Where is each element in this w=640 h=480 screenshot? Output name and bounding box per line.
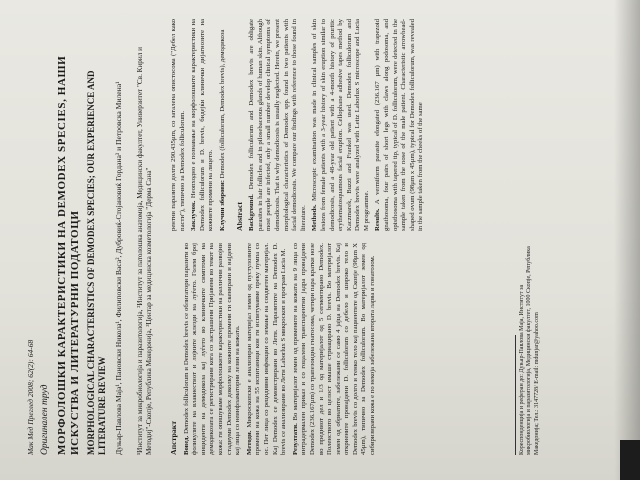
left-column: [170, 243, 381, 455]
keywords-mk: [219, 19, 228, 231]
background-text: Demodex folliculorum and Demodex brevis are obligate parasites in hair follicles and in pilosebaceous glands of human skin. Although most people are infected, only a small number develop clinical symptoms of demodicosis. That is why demodicosis is usually neglected. Herein, we present morphological characteristics of Demodex spp. found in two patients with facial demodicosis. We compare our findings with reference to those found in literature.: [248, 19, 307, 231]
correspondence: [519, 243, 541, 455]
methods-text-en: Microscopic examination was made in clinical samples of skin lesions from female patients with a 3-year history of skin eruption similar to demodicosis, and a 48-year old patient with a 4-month history of pruritic erythematosquamous facial eruption. Cellophane adhesive tapes method by Kaczmarek, Buzzi and Frankel was used. Demodex folliculorum and Demodex brevis were analyzed with Leitz Laborlux S microscope and Lucia M programme.: [311, 19, 370, 231]
methods-label-en: Methods.: [311, 204, 319, 231]
results-continued-mk: рентни паразити долги 290.435µm, со заталена опистосома ("Дебел како пасти"), типично за Demodex folliculorum.: [170, 19, 186, 231]
background-paragraph: [248, 19, 308, 231]
methods-paragraph-mk: [246, 243, 289, 455]
conclusion-text-mk: Неопходно е познавање на морфолошките карактеристики на Demodex folliculorum и D. brevis, бидејќи клинички дијагнозите на кожните промени на лицето.: [190, 18, 215, 231]
results-paragraph-en: [374, 19, 426, 231]
methods-paragraph-en: [311, 19, 371, 231]
correspondence-text: Дуњар-Павлова Маја, Институт за микробиологија и паразитологија, Медицински факултет, 1000 Скопје, Република Македонија; Тел.: 3147728/ E-mail: mdunjar@yahoo.com: [519, 246, 540, 455]
intro-text: Demodex folliculorum и Demodex brevis се облигатори паразити во фоликулите на влакнестиот и лојните жлезди на луѓето. Голем број инциденти на демодикоза кај луѓето во клиничките симптоми на демодикозата се регистрирани кога со застрашени Пријавени во текот на кожа: ги опишуваме морфолошките карактеристики на различни развојни стадиуми Demodex доколку на кожните промени ги скенирани и најдени кај лица со неинфламаторни лезии на кожата.: [182, 243, 242, 455]
footnote-rule: [515, 335, 516, 455]
results-label-en: Results.: [374, 208, 382, 231]
results-text-en: A vermiform parasite elongated (236.167 µm) with trapezoid gnathosoma, four pairs of short legs with claws along podosoma, and opisthosoma with tapered tip, typical of D. folliculorum, were detected in the sample taken from the nose of the male patient. Characteristic arrowhead-shaped ovum (98µm x 45µm), typical for Demodex folliculorum, was revealed in the sample taken from the cheeks of the same: [374, 19, 425, 231]
conclusion-paragraph-mk: [190, 19, 216, 231]
title-macedonian: МОРФОЛОШКИ КАРАКТЕРИСТИКИ НА DEMODEX SPECIES, НАШИ ИСКУСТВА И ЛИТЕРАТУРНИ ПОДАТОЦИ: [56, 55, 81, 455]
article-type: Оригинален труд: [40, 384, 50, 455]
affiliations: ¹Институт за микробиологија и паразитологија, ²Институт за патолошка анатомија, Медицински факултет, Универзитет "Св. Кирил и Методиј"-Скопје, Република Македонија, ³Центар за медицинска козметологија "Дерма Сана": [136, 47, 153, 455]
methods-text-mk: Микроскопски е анализиран материјал земен од пустулозните промени на кожа на 55 испитаници кои ги испитувавме преку пумпа со ос. Пет лица со рецидивни инфекции со земање на соодветен материјал. Кај Demodex се демонстрирани во Лети. Паразитите на Demodex D. brevis се анализирани во Лети Laborlux S микроскоп и програм Lucia M.: [245, 243, 288, 455]
abstract-heading-mk: Апстракт: [169, 420, 178, 455]
keywords-text-mk: Demodex (folliculorum, Demodex brevis), демодикоза: [218, 29, 226, 179]
keywords-label-mk: Клучни зборови:: [218, 180, 226, 231]
intro-paragraph: [183, 243, 243, 455]
right-column: [170, 19, 429, 231]
edge-shadow: [614, 0, 640, 480]
results-paragraph-mk: [292, 243, 378, 455]
abstract-heading-en: Abstract: [234, 201, 244, 231]
results-text-mk: Во материјалот земен од промените на кожата на 9 лица со интрадермален приказ и со гоцалени транспарентни јадра пронајдени Demodex (236.167µm) со трапезоидна гнатосома, четири пара кратки нозе во предниот дел и 1/3 од материјалот од 5 сегментирано Demodex. Поленството во целост имаше стриациранo D. brevis. Вo материјалот земен од обрнатите, забележани се само 4 јајца на Demodex brevis. Кај откриените пронајдени D. folliculorum со дебело и широко тело и Demodex brevis со долго и тенко тело кај пациентите од Скопје (98µm X 45µm), типично за Demodex folliculorum. Во материјалот земен од сибиризирани кожа е по некоја забележана втората ларва и гонатозом.: [291, 242, 377, 455]
conclusion-label-mk: Заклучок.: [190, 200, 198, 231]
title-english: MORPHOLOGICAL CHARACTERISTICS OF DEMODEX SPECIES; OUR EXPERIENCE AND LITERATURE REVIEW: [86, 70, 107, 455]
authors: Дуњар-Павлова Маја¹, Пановски Никола¹, Филиповски Васа², Дубровиќ-Стојановиќ Гордана³ и Петровска Милена¹: [114, 81, 123, 455]
methods-label-mk: Методи.: [245, 430, 253, 455]
desk-corner: [620, 440, 640, 480]
intro-label: Вовед.: [182, 435, 190, 455]
correspondence-label: Кореспонденција и реферан до:: [519, 374, 525, 455]
journal-header: Мак Мед Преглед 2008; 62(2): 64-68: [26, 339, 35, 455]
journal-page: [10, 0, 570, 469]
results-label-mk: Резултати.: [291, 423, 299, 455]
background-label: Background.: [248, 194, 256, 231]
